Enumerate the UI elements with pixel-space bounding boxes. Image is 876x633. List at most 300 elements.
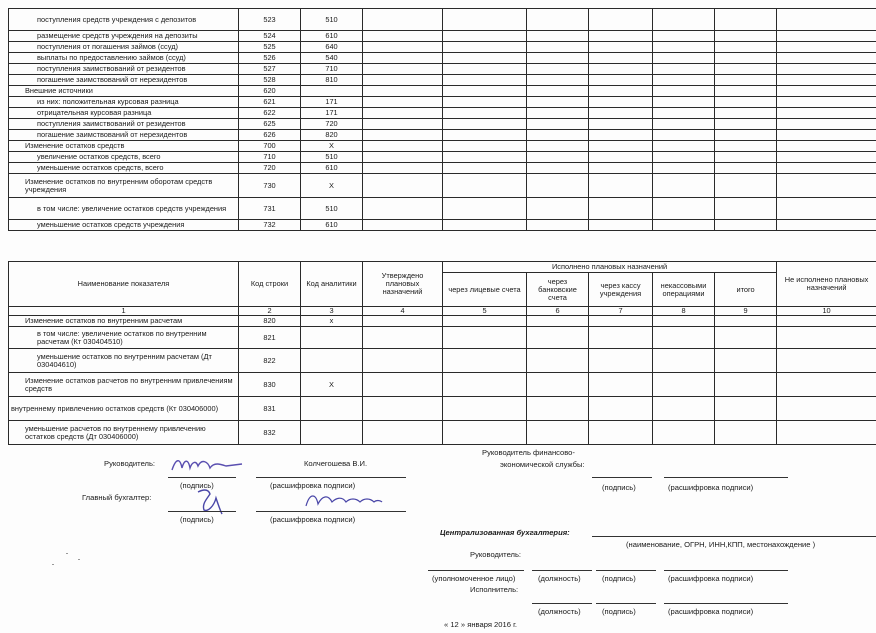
header-executed: Исполнено плановых назначений <box>443 262 777 273</box>
executor-decode-line <box>664 603 788 604</box>
value-cell <box>777 174 876 198</box>
value-cell <box>527 119 589 130</box>
fin-head-label-1: Руководитель финансово- <box>482 448 575 457</box>
indicator-name: увеличение остатков средств, всего <box>9 152 239 163</box>
table-row <box>9 53 876 64</box>
value-cell <box>363 421 443 445</box>
value-cell <box>527 316 589 327</box>
analytic-code: 171 <box>301 108 363 119</box>
value-cell <box>589 119 653 130</box>
table-row <box>9 397 876 421</box>
line-code: 720 <box>239 163 301 174</box>
table-row <box>9 64 876 75</box>
value-cell <box>589 397 653 421</box>
table-row <box>9 327 876 349</box>
table-row <box>9 119 876 130</box>
value-cell <box>363 75 443 86</box>
value-cell <box>589 152 653 163</box>
value-cell <box>653 163 715 174</box>
central-accounting-line <box>592 536 876 537</box>
value-cell <box>589 316 653 327</box>
value-cell <box>653 316 715 327</box>
indicator-name: внутреннему привлечению остатков средств (Кт 030406000) <box>9 397 239 421</box>
chief-decode-line <box>256 511 406 512</box>
value-cell <box>777 397 876 421</box>
value-cell <box>443 42 527 53</box>
fin-sign-hint: (подпись) <box>602 483 636 492</box>
analytic-code: 610 <box>301 31 363 42</box>
table-row <box>9 349 876 373</box>
header-via-bank: через банковские счета <box>527 273 589 307</box>
value-cell <box>589 163 653 174</box>
value-cell <box>715 141 777 152</box>
header-analytic: Код аналитики <box>301 262 363 307</box>
value-cell <box>653 97 715 108</box>
value-cell <box>443 64 527 75</box>
executor-decode-hint: (расшифровка подписи) <box>668 607 754 616</box>
value-cell <box>589 220 653 231</box>
value-cell <box>363 86 443 97</box>
executor-sign-line <box>596 603 656 604</box>
table-row <box>9 220 876 231</box>
scan-speck <box>78 559 80 560</box>
value-cell <box>589 31 653 42</box>
analytic-code <box>301 349 363 373</box>
head-decode-hint: (расшифровка подписи) <box>270 481 356 490</box>
value-cell <box>777 108 876 119</box>
value-cell <box>363 42 443 53</box>
line-code: 830 <box>239 373 301 397</box>
value-cell <box>589 53 653 64</box>
value-cell <box>589 198 653 220</box>
analytic-code: 810 <box>301 75 363 86</box>
line-code: 832 <box>239 421 301 445</box>
value-cell <box>715 130 777 141</box>
line-code: 622 <box>239 108 301 119</box>
line-code: 527 <box>239 64 301 75</box>
position-line <box>532 570 592 571</box>
value-cell <box>443 152 527 163</box>
report-date: « 12 » января 2016 г. <box>444 620 518 629</box>
sources-table-bottom <box>8 261 876 445</box>
value-cell <box>443 108 527 119</box>
fin-sign-line <box>592 477 652 478</box>
value-cell <box>589 174 653 198</box>
value-cell <box>589 327 653 349</box>
value-cell <box>527 152 589 163</box>
value-cell <box>589 373 653 397</box>
value-cell <box>589 64 653 75</box>
table-row <box>9 198 876 220</box>
head-signature <box>168 454 248 476</box>
value-cell <box>363 141 443 152</box>
value-cell <box>715 174 777 198</box>
value-cell <box>363 397 443 421</box>
line-code: 620 <box>239 86 301 97</box>
value-cell <box>715 86 777 97</box>
value-cell <box>715 163 777 174</box>
central-sign-line <box>596 570 656 571</box>
value-cell <box>653 174 715 198</box>
table-row <box>9 373 876 397</box>
value-cell <box>443 75 527 86</box>
value-cell <box>527 42 589 53</box>
line-code: 730 <box>239 174 301 198</box>
value-cell <box>443 349 527 373</box>
value-cell <box>527 174 589 198</box>
value-cell <box>363 9 443 31</box>
analytic-code: 610 <box>301 163 363 174</box>
value-cell <box>653 31 715 42</box>
value-cell <box>715 220 777 231</box>
table-row <box>9 174 876 198</box>
value-cell <box>653 349 715 373</box>
value-cell <box>715 316 777 327</box>
column-number: 10 <box>777 307 876 316</box>
value-cell <box>589 421 653 445</box>
value-cell <box>715 97 777 108</box>
line-code: 625 <box>239 119 301 130</box>
header-name: Наименование показателя <box>9 262 239 307</box>
indicator-name: в том числе: увеличение остатков по внутренним расчетам (Кт 030404510) <box>9 327 239 349</box>
table-row <box>9 108 876 119</box>
line-code: 523 <box>239 9 301 31</box>
table-row <box>9 86 876 97</box>
chief-accountant-label: Главный бухгалтер: <box>82 493 152 502</box>
analytic-code <box>301 397 363 421</box>
value-cell <box>777 86 876 97</box>
value-cell <box>443 174 527 198</box>
central-decode-line <box>664 570 788 571</box>
value-cell <box>363 53 443 64</box>
value-cell <box>443 9 527 31</box>
value-cell <box>653 421 715 445</box>
value-cell <box>715 119 777 130</box>
value-cell <box>443 86 527 97</box>
fin-head-label-2: экономической службы: <box>500 460 585 469</box>
value-cell <box>527 141 589 152</box>
indicator-name: поступления от погашения займов (ссуд) <box>9 42 239 53</box>
value-cell <box>363 316 443 327</box>
value-cell <box>527 421 589 445</box>
value-cell <box>653 64 715 75</box>
table-row <box>9 31 876 42</box>
analytic-code: 640 <box>301 42 363 53</box>
analytic-code: 610 <box>301 220 363 231</box>
header-total: итого <box>715 273 777 307</box>
chief-sign-line <box>168 511 236 512</box>
analytic-code: 510 <box>301 198 363 220</box>
sources-table-top <box>8 8 876 231</box>
header-code: Код строки <box>239 262 301 307</box>
value-cell <box>443 163 527 174</box>
column-number: 8 <box>653 307 715 316</box>
analytic-code: х <box>301 316 363 327</box>
value-cell <box>589 42 653 53</box>
value-cell <box>589 75 653 86</box>
executor-position-hint: (должность) <box>538 607 581 616</box>
value-cell <box>363 198 443 220</box>
value-cell <box>363 152 443 163</box>
value-cell <box>527 373 589 397</box>
table-row <box>9 9 876 31</box>
value-cell <box>777 327 876 349</box>
analytic-code <box>301 327 363 349</box>
indicator-name: отрицательная курсовая разница <box>9 108 239 119</box>
indicator-name: в том числе: увеличение остатков средств учреждения <box>9 198 239 220</box>
analytic-code: 510 <box>301 9 363 31</box>
indicator-name: уменьшение расчетов по внутреннему привлечению остатков средств (Дт 030406000) <box>9 421 239 445</box>
indicator-name: уменьшение остатков средств учреждения <box>9 220 239 231</box>
value-cell <box>443 53 527 64</box>
value-cell <box>443 373 527 397</box>
value-cell <box>715 373 777 397</box>
value-cell <box>777 9 876 31</box>
line-code: 710 <box>239 152 301 163</box>
header-noncash: некассовыми операциями <box>653 273 715 307</box>
value-cell <box>777 31 876 42</box>
indicator-name: Изменение остатков по внутренним расчетам <box>9 316 239 327</box>
value-cell <box>443 119 527 130</box>
value-cell <box>653 397 715 421</box>
value-cell <box>653 373 715 397</box>
central-sign-hint: (подпись) <box>602 574 636 583</box>
value-cell <box>363 97 443 108</box>
analytic-code: 820 <box>301 130 363 141</box>
indicator-name: поступления заимствований от резидентов <box>9 119 239 130</box>
value-cell <box>715 349 777 373</box>
indicator-name: уменьшение остатков по внутренним расчетам (Дт 030404610) <box>9 349 239 373</box>
value-cell <box>363 119 443 130</box>
analytic-code: Х <box>301 373 363 397</box>
value-cell <box>777 152 876 163</box>
value-cell <box>777 130 876 141</box>
value-cell <box>363 163 443 174</box>
line-code: 525 <box>239 42 301 53</box>
central-accounting-hint: (наименование, ОГРН, ИНН,КПП, местонахождение ) <box>626 540 816 549</box>
scan-speck <box>52 564 54 565</box>
value-cell <box>443 130 527 141</box>
line-code: 820 <box>239 316 301 327</box>
column-number: 4 <box>363 307 443 316</box>
value-cell <box>589 108 653 119</box>
indicator-name: Изменение остатков расчетов по внутренним привлечениям средств <box>9 373 239 397</box>
value-cell <box>777 198 876 220</box>
authorized-hint: (уполномоченное лицо) <box>432 574 516 583</box>
value-cell <box>443 316 527 327</box>
value-cell <box>443 97 527 108</box>
value-cell <box>363 130 443 141</box>
value-cell <box>653 152 715 163</box>
indicator-name: поступления заимствований от резидентов <box>9 64 239 75</box>
value-cell <box>527 9 589 31</box>
line-code: 731 <box>239 198 301 220</box>
value-cell <box>653 53 715 64</box>
table-row <box>9 421 876 445</box>
fin-decode-hint: (расшифровка подписи) <box>668 483 754 492</box>
value-cell <box>715 421 777 445</box>
value-cell <box>443 220 527 231</box>
head-sign-hint: (подпись) <box>180 481 214 490</box>
indicator-name: уменьшение остатков средств, всего <box>9 163 239 174</box>
value-cell <box>777 119 876 130</box>
value-cell <box>443 31 527 42</box>
value-cell <box>589 141 653 152</box>
analytic-code: 510 <box>301 152 363 163</box>
value-cell <box>653 119 715 130</box>
value-cell <box>653 42 715 53</box>
chief-sign-hint: (подпись) <box>180 515 214 524</box>
value-cell <box>715 9 777 31</box>
value-cell <box>777 141 876 152</box>
line-code: 626 <box>239 130 301 141</box>
value-cell <box>715 397 777 421</box>
analytic-code: 710 <box>301 64 363 75</box>
chief-signature-1 <box>192 484 232 518</box>
value-cell <box>715 53 777 64</box>
value-cell <box>653 141 715 152</box>
value-cell <box>527 163 589 174</box>
analytic-code: Х <box>301 141 363 152</box>
value-cell <box>527 53 589 64</box>
value-cell <box>715 42 777 53</box>
column-number: 9 <box>715 307 777 316</box>
line-code: 732 <box>239 220 301 231</box>
value-cell <box>527 86 589 97</box>
line-code: 831 <box>239 397 301 421</box>
central-head-label: Руководитель: <box>470 550 522 559</box>
table-row <box>9 141 876 152</box>
value-cell <box>715 75 777 86</box>
indicator-name: размещение средств учреждения на депозиты <box>9 31 239 42</box>
indicator-name: погашение заимствований от нерезидентов <box>9 130 239 141</box>
analytic-code: Х <box>301 174 363 198</box>
authorized-line <box>428 570 524 571</box>
column-number: 5 <box>443 307 527 316</box>
analytic-code: 171 <box>301 97 363 108</box>
value-cell <box>527 130 589 141</box>
table-row <box>9 42 876 53</box>
value-cell <box>715 64 777 75</box>
value-cell <box>527 31 589 42</box>
value-cell <box>527 198 589 220</box>
analytic-code <box>301 421 363 445</box>
value-cell <box>363 220 443 231</box>
value-cell <box>777 421 876 445</box>
table-row <box>9 97 876 108</box>
value-cell <box>589 130 653 141</box>
line-code: 524 <box>239 31 301 42</box>
line-code: 526 <box>239 53 301 64</box>
column-number: 6 <box>527 307 589 316</box>
table-row <box>9 152 876 163</box>
value-cell <box>527 97 589 108</box>
value-cell <box>715 327 777 349</box>
header-via-cash: через кассу учреждения <box>589 273 653 307</box>
central-position-hint: (должность) <box>538 574 581 583</box>
value-cell <box>777 64 876 75</box>
indicator-name: Изменение остатков средств <box>9 141 239 152</box>
value-cell <box>527 220 589 231</box>
value-cell <box>589 349 653 373</box>
header-not-executed: Не исполнено плановых назначений <box>777 262 876 307</box>
value-cell <box>715 31 777 42</box>
table-row <box>9 163 876 174</box>
value-cell <box>777 163 876 174</box>
value-cell <box>653 75 715 86</box>
line-code: 821 <box>239 327 301 349</box>
chief-decode-hint: (расшифровка подписи) <box>270 515 356 524</box>
value-cell <box>777 42 876 53</box>
table-row <box>9 130 876 141</box>
value-cell <box>777 53 876 64</box>
value-cell <box>777 373 876 397</box>
value-cell <box>363 174 443 198</box>
value-cell <box>653 198 715 220</box>
value-cell <box>443 198 527 220</box>
value-cell <box>653 9 715 31</box>
value-cell <box>715 152 777 163</box>
head-name: Колчегошева В.И. <box>304 459 368 468</box>
indicator-name: поступления средств учреждения с депозитов <box>9 9 239 31</box>
value-cell <box>527 64 589 75</box>
analytic-code: 540 <box>301 53 363 64</box>
column-number: 2 <box>239 307 301 316</box>
central-accounting-label: Централизованная бухгалтерия: <box>440 528 570 537</box>
fin-decode-line <box>664 477 788 478</box>
value-cell <box>363 31 443 42</box>
scan-speck <box>66 553 68 554</box>
value-cell <box>653 130 715 141</box>
analytic-code: 720 <box>301 119 363 130</box>
value-cell <box>653 327 715 349</box>
value-cell <box>653 86 715 97</box>
indicator-name: Внешние источники <box>9 86 239 97</box>
executor-position-line <box>532 603 592 604</box>
value-cell <box>527 397 589 421</box>
executor-sign-hint: (подпись) <box>602 607 636 616</box>
table-row <box>9 75 876 86</box>
value-cell <box>443 421 527 445</box>
value-cell <box>363 64 443 75</box>
head-label: Руководитель: <box>104 459 156 468</box>
head-sign-line <box>168 477 236 478</box>
line-code: 700 <box>239 141 301 152</box>
analytic-code <box>301 86 363 97</box>
value-cell <box>777 316 876 327</box>
table-row <box>9 316 876 327</box>
value-cell <box>715 198 777 220</box>
value-cell <box>443 397 527 421</box>
value-cell <box>653 108 715 119</box>
column-number: 1 <box>9 307 239 316</box>
value-cell <box>589 86 653 97</box>
value-cell <box>363 349 443 373</box>
column-number: 3 <box>301 307 363 316</box>
value-cell <box>363 373 443 397</box>
line-code: 621 <box>239 97 301 108</box>
executor-label: Исполнитель: <box>470 585 519 594</box>
value-cell <box>443 141 527 152</box>
line-code: 822 <box>239 349 301 373</box>
column-number: 7 <box>589 307 653 316</box>
indicator-name: из них: положительная курсовая разница <box>9 97 239 108</box>
value-cell <box>777 97 876 108</box>
value-cell <box>715 108 777 119</box>
value-cell <box>527 349 589 373</box>
value-cell <box>777 220 876 231</box>
indicator-name: Изменение остатков по внутренним оборотам средств учреждения <box>9 174 239 198</box>
